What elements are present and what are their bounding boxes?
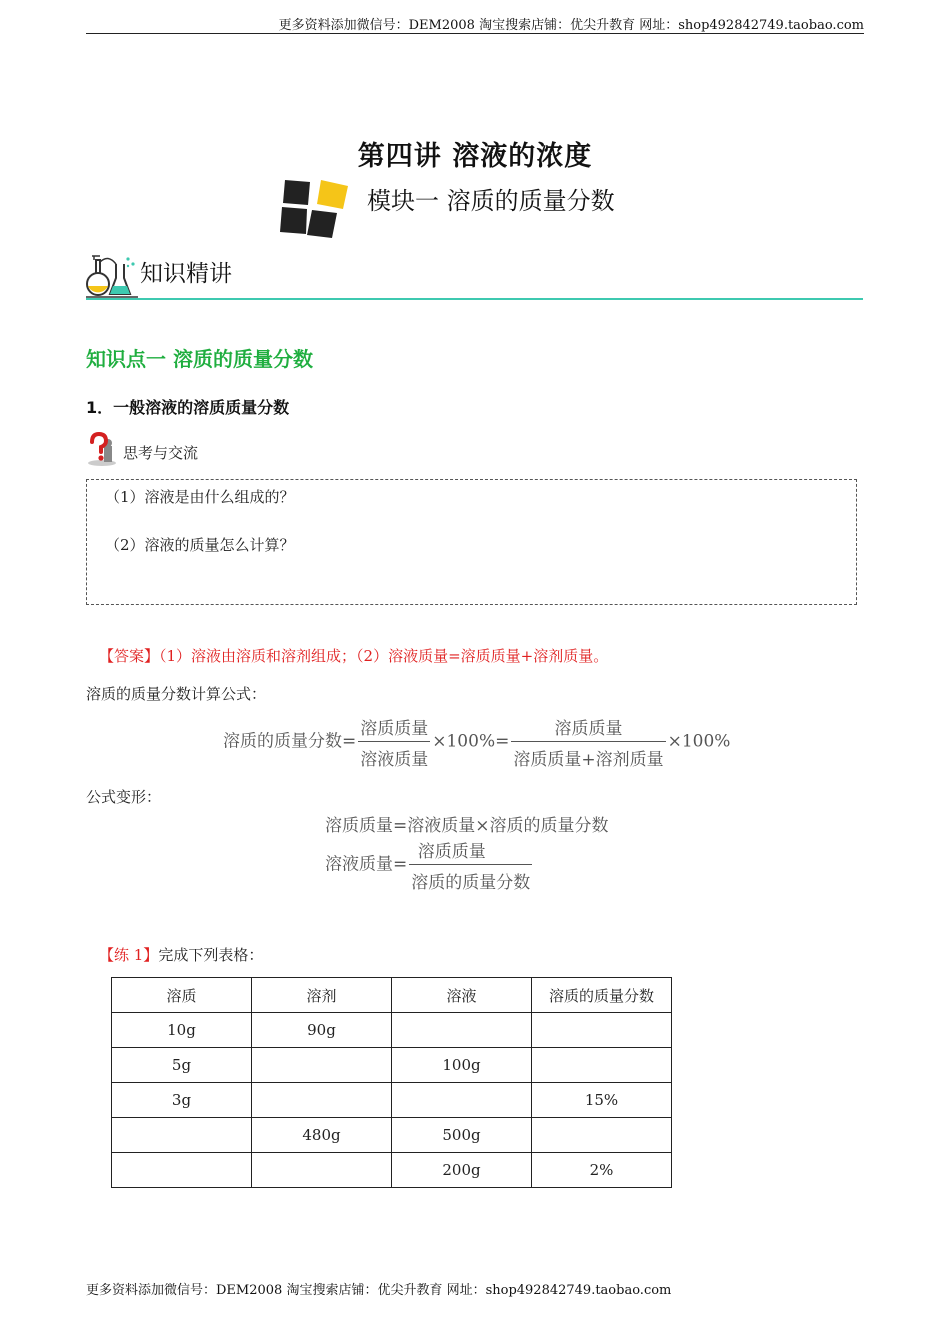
header-divider <box>86 33 864 34</box>
table-row <box>112 1153 672 1188</box>
exercise-text: 完成下列表格： <box>158 946 264 964</box>
page-title: 第四讲 溶液的浓度 <box>357 141 593 172</box>
section-divider <box>86 298 863 300</box>
answer-text: 【答案】（1）溶液由溶质和溶剂组成；（2）溶液质量=溶质质量+溶剂质量。 <box>99 647 609 665</box>
table-cell: 200g <box>392 1153 532 1188</box>
mass-fraction-formula <box>223 714 730 770</box>
question-mark-icon <box>86 432 118 466</box>
fraction-1-denominator: 溶液质量 <box>360 750 429 770</box>
module-blocks-icon <box>279 178 349 240</box>
table-row <box>112 1048 672 1083</box>
table-cell <box>532 1013 672 1048</box>
table-cell <box>252 1083 392 1118</box>
table-row <box>112 1083 672 1118</box>
table-cell: 500g <box>392 1118 532 1153</box>
module-title: 模块一 溶质的质量分数 <box>367 187 615 215</box>
table-cell <box>392 1083 532 1118</box>
formula-times-2: ×100% <box>667 731 731 752</box>
table-cell: 3g <box>112 1083 252 1118</box>
table-header-cell: 溶质 <box>112 978 252 1013</box>
transform-intro: 公式变形： <box>86 788 162 806</box>
exercise-table <box>111 977 672 1188</box>
question-1: （1）溶液是由什么组成的？ <box>105 488 295 506</box>
table-cell <box>532 1118 672 1153</box>
formula-fraction-1 <box>358 714 430 770</box>
table-header-cell: 溶液 <box>392 978 532 1013</box>
section-title: 知识精讲 <box>140 261 232 287</box>
table-cell: 100g <box>392 1048 532 1083</box>
transform-2-lhs: 溶液质量= <box>325 854 408 875</box>
fraction-2-numerator: 溶质质量 <box>511 714 665 742</box>
table-cell <box>532 1048 672 1083</box>
table-header-row <box>112 978 672 1013</box>
subheading: 1．一般溶液的溶质质量分数 <box>86 398 290 417</box>
transform-fraction <box>409 837 532 893</box>
footer-text: 更多资料添加微信号：DEM2008 淘宝搜索店铺：优尖升教育 网址：shop492842749.taobao.com <box>86 1283 672 1298</box>
table-row <box>112 1013 672 1048</box>
transform-numerator: 溶质质量 <box>409 837 532 865</box>
table-cell <box>252 1048 392 1083</box>
exercise-tag: 【练 1】 <box>99 946 159 964</box>
table-cell: 10g <box>112 1013 252 1048</box>
question-box <box>86 479 857 605</box>
table-cell <box>112 1118 252 1153</box>
fraction-2-denominator: 溶质质量+溶剂质量 <box>513 750 664 770</box>
transform-line-2 <box>325 837 534 893</box>
header-text: 更多资料添加微信号：DEM2008 淘宝搜索店铺：优尖升教育 网址：shop492842749.taobao.com <box>278 18 864 33</box>
table-cell: 90g <box>252 1013 392 1048</box>
table-cell <box>252 1153 392 1188</box>
knowledge-point-title: 知识点一 溶质的质量分数 <box>86 347 313 371</box>
table-cell <box>392 1013 532 1048</box>
fraction-1-numerator: 溶质质量 <box>358 714 430 742</box>
table-row <box>112 1118 672 1153</box>
formula-fraction-2 <box>511 714 665 770</box>
table-cell: 480g <box>252 1118 392 1153</box>
table-cell: 5g <box>112 1048 252 1083</box>
formula-intro: 溶质的质量分数计算公式： <box>86 685 267 703</box>
exercise-label <box>99 944 263 965</box>
formula-lhs: 溶质的质量分数= <box>223 731 357 752</box>
table-cell <box>112 1153 252 1188</box>
chemistry-flask-icon <box>86 252 138 298</box>
table-header-cell: 溶质的质量分数 <box>532 978 672 1013</box>
question-2: （2）溶液的质量怎么计算？ <box>105 536 295 554</box>
table-header-cell: 溶剂 <box>252 978 392 1013</box>
table-cell: 15% <box>532 1083 672 1118</box>
transform-line-1: 溶质质量=溶液质量×溶质的质量分数 <box>325 816 609 836</box>
formula-times-1: ×100%= <box>432 731 510 752</box>
transform-denominator: 溶质的质量分数 <box>411 873 531 893</box>
think-discuss-label: 思考与交流 <box>123 444 199 462</box>
table-cell: 2% <box>532 1153 672 1188</box>
